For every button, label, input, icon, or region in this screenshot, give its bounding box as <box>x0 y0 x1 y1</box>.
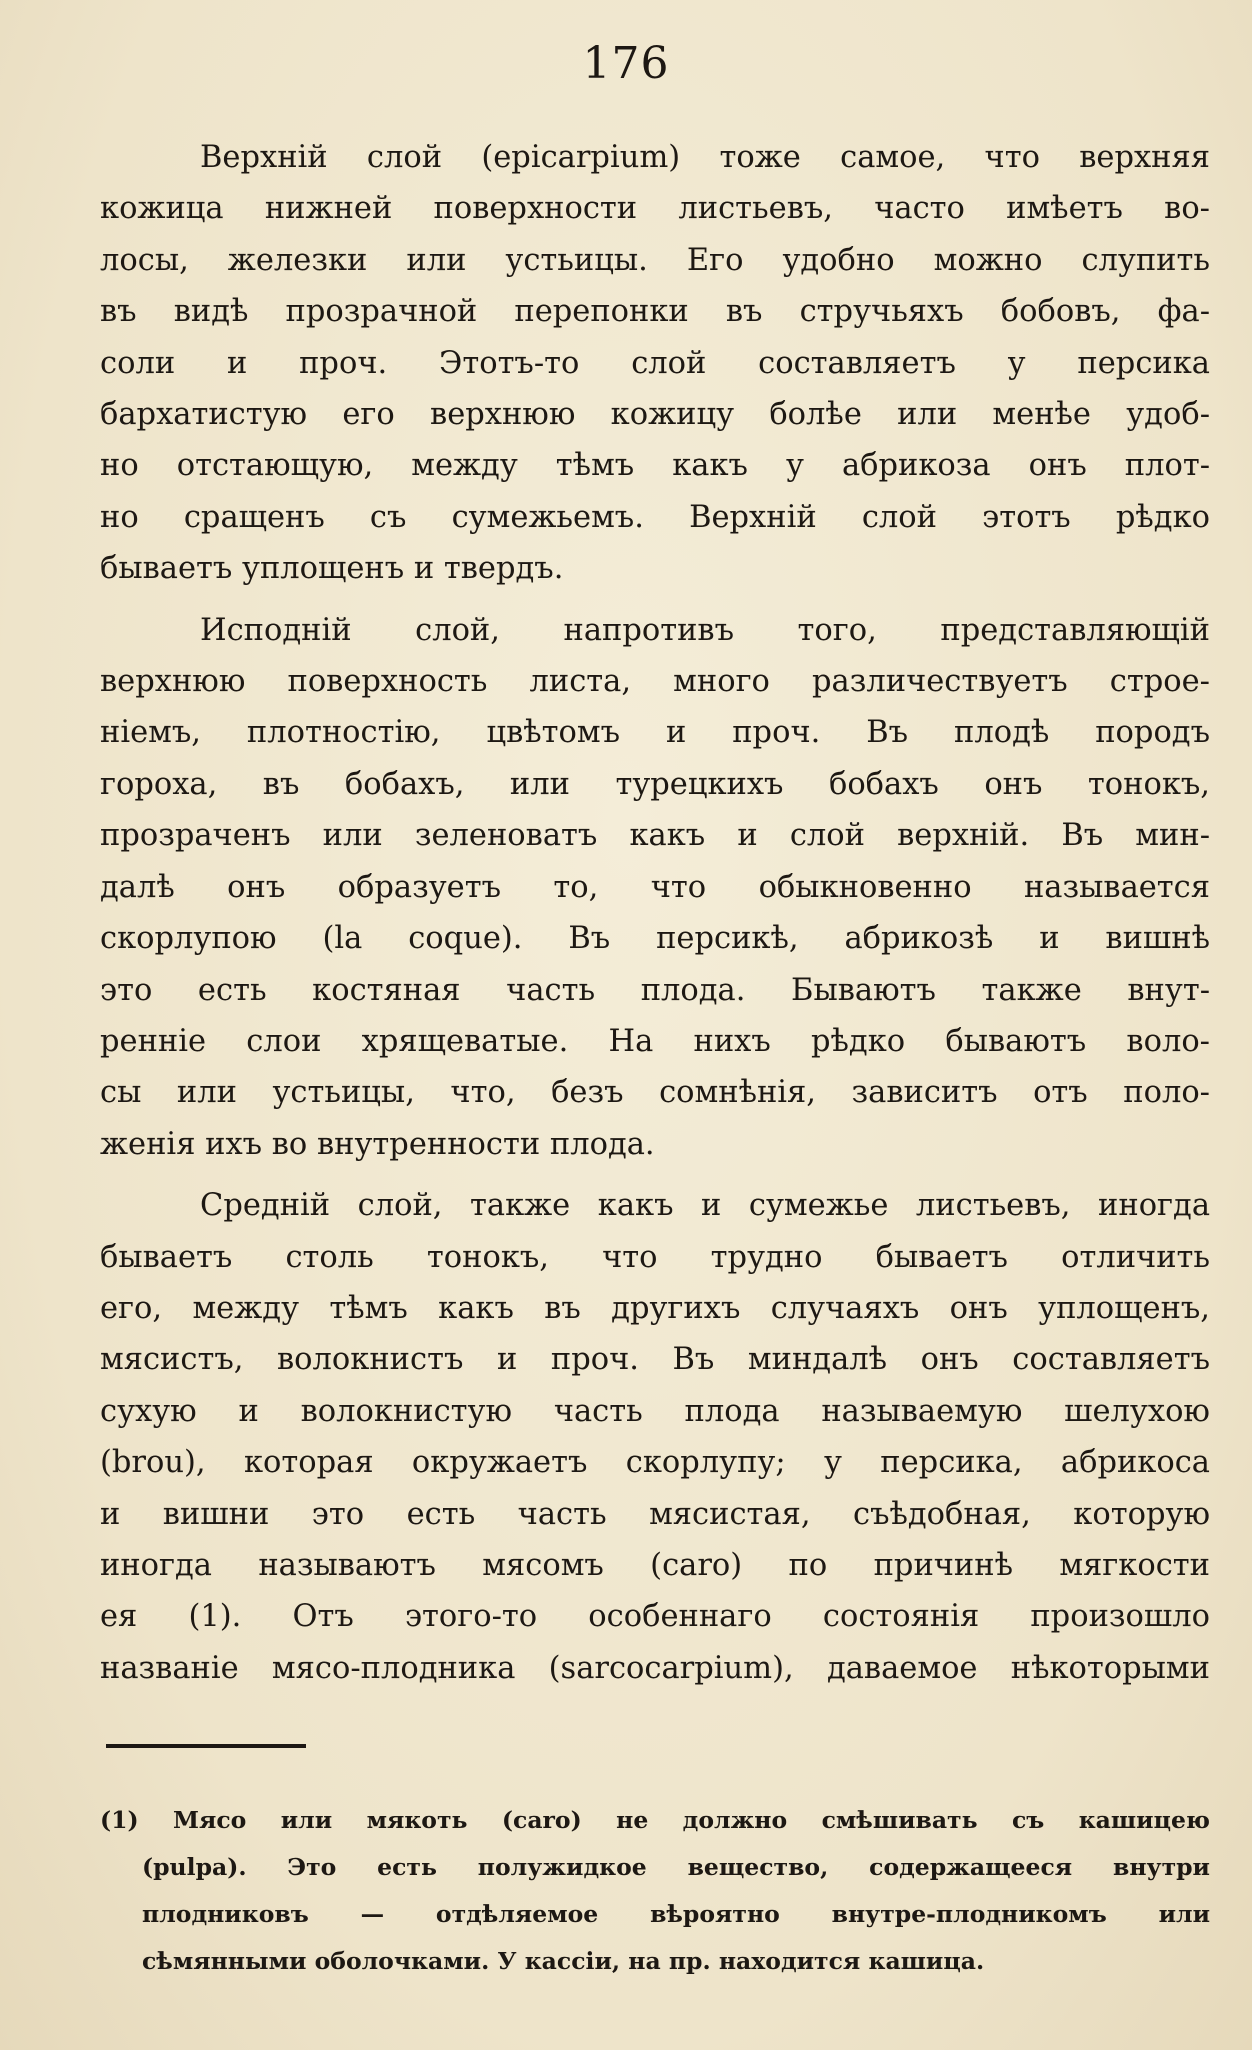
footnote-line: сѣмянными оболочками. У кассіи, на пр. находится кашица. <box>142 1947 985 1975</box>
footnote-line: (1) Мясо или мякоть (caro) не должно смѣшивать съ кашицею <box>100 1806 1210 1834</box>
text-line: Верхній слой (epicarpium) тоже самое, что верхняя <box>200 140 1210 175</box>
paragraph-gap <box>100 595 1210 605</box>
text-line: ея (1). Отъ этого-то особеннаго состоянія произошло <box>100 1599 1210 1635</box>
text-line: сухую и волокнистую часть плода называемую шелухою <box>100 1393 1210 1429</box>
text-line: Средній слой, также какъ и сумежье листьевъ, иногда <box>200 1188 1210 1224</box>
text-line: бываетъ столь тонокъ, что трудно бываетъ отличить <box>100 1239 1210 1275</box>
text-line: женія ихъ во внутренности плода. <box>100 1126 655 1162</box>
paragraph-gap <box>100 1170 1210 1180</box>
footnote-line: (pulpa). Это есть полужидкое вещество, содержащееся внутри <box>142 1853 1210 1881</box>
text-line: въ видѣ прозрачной перепонки въ стручьяхъ бобовъ, фа- <box>100 294 1210 330</box>
text-line: скорлупою (la coque). Въ персикѣ, абрикозѣ и вишнѣ <box>100 921 1210 957</box>
text-line: сы или устьицы, что, безъ сомнѣнія, зависитъ отъ поло- <box>100 1075 1210 1111</box>
text-line: гороха, въ бобахъ, или турецкихъ бобахъ онъ тонокъ, <box>100 766 1210 802</box>
text-line: верхнюю поверхность листа, много различествуетъ строе- <box>100 664 1210 700</box>
text-line: (brou), которая окружаетъ скорлупу; у персика, абрикоса <box>100 1445 1210 1481</box>
text-line: иногда называютъ мясомъ (caro) по причинѣ мягкости <box>100 1547 1210 1583</box>
text-line: бархатистую его верхнюю кожицу болѣе или менѣе удоб- <box>100 397 1210 433</box>
text-line: лосы, железки или устьицы. Его удобно можно слупить <box>100 242 1210 278</box>
main-text <box>100 132 1210 1694</box>
footnote-divider <box>106 1744 306 1748</box>
page-number: 176 <box>582 38 670 89</box>
paragraph-mesocarp <box>100 1180 1210 1694</box>
text-line: это есть костяная часть плода. Бываютъ также внут- <box>100 972 1210 1008</box>
text-line: ніемъ, плотностію, цвѣтомъ и проч. Въ плодѣ породъ <box>100 715 1210 751</box>
paragraph-endocarp <box>100 605 1210 1170</box>
text-line: но отстающую, между тѣмъ какъ у абрикоза онъ плот- <box>100 448 1210 484</box>
text-line: мясистъ, волокнистъ и проч. Въ миндалѣ онъ составляетъ <box>100 1342 1210 1378</box>
text-line: ренніе слои хрящеватые. На нихъ рѣдко бываютъ воло- <box>100 1023 1210 1059</box>
text-line: но сращенъ съ сумежьемъ. Верхній слой этотъ рѣдко <box>100 499 1210 535</box>
text-line: и вишни это есть часть мясистая, съѣдобная, которую <box>100 1496 1210 1532</box>
text-line: названіе мясо-плодника (sarcocarpium), даваемое нѣкоторыми <box>100 1650 1210 1686</box>
text-line: далѣ онъ образуетъ то, что обыкновенно называется <box>100 869 1210 905</box>
text-line: прозраченъ или зеленоватъ какъ и слой верхній. Въ мин- <box>100 818 1210 854</box>
footnote <box>100 1797 1210 1985</box>
footnote-line: плодниковъ — отдѣляемое вѣроятно внутре-плодникомъ или <box>142 1900 1210 1928</box>
text-line: его, между тѣмъ какъ въ другихъ случаяхъ онъ уплощенъ, <box>100 1290 1210 1326</box>
text-line: Исподній слой, напротивъ того, представляющій <box>200 612 1210 648</box>
text-line: бываетъ уплощенъ и твердъ. <box>100 551 564 587</box>
text-line: кожица нижней поверхности листьевъ, часто имѣетъ во- <box>100 191 1210 227</box>
paragraph-epicarp <box>100 132 1210 595</box>
text-line: соли и проч. Этотъ-то слой составляетъ у персика <box>100 345 1210 381</box>
